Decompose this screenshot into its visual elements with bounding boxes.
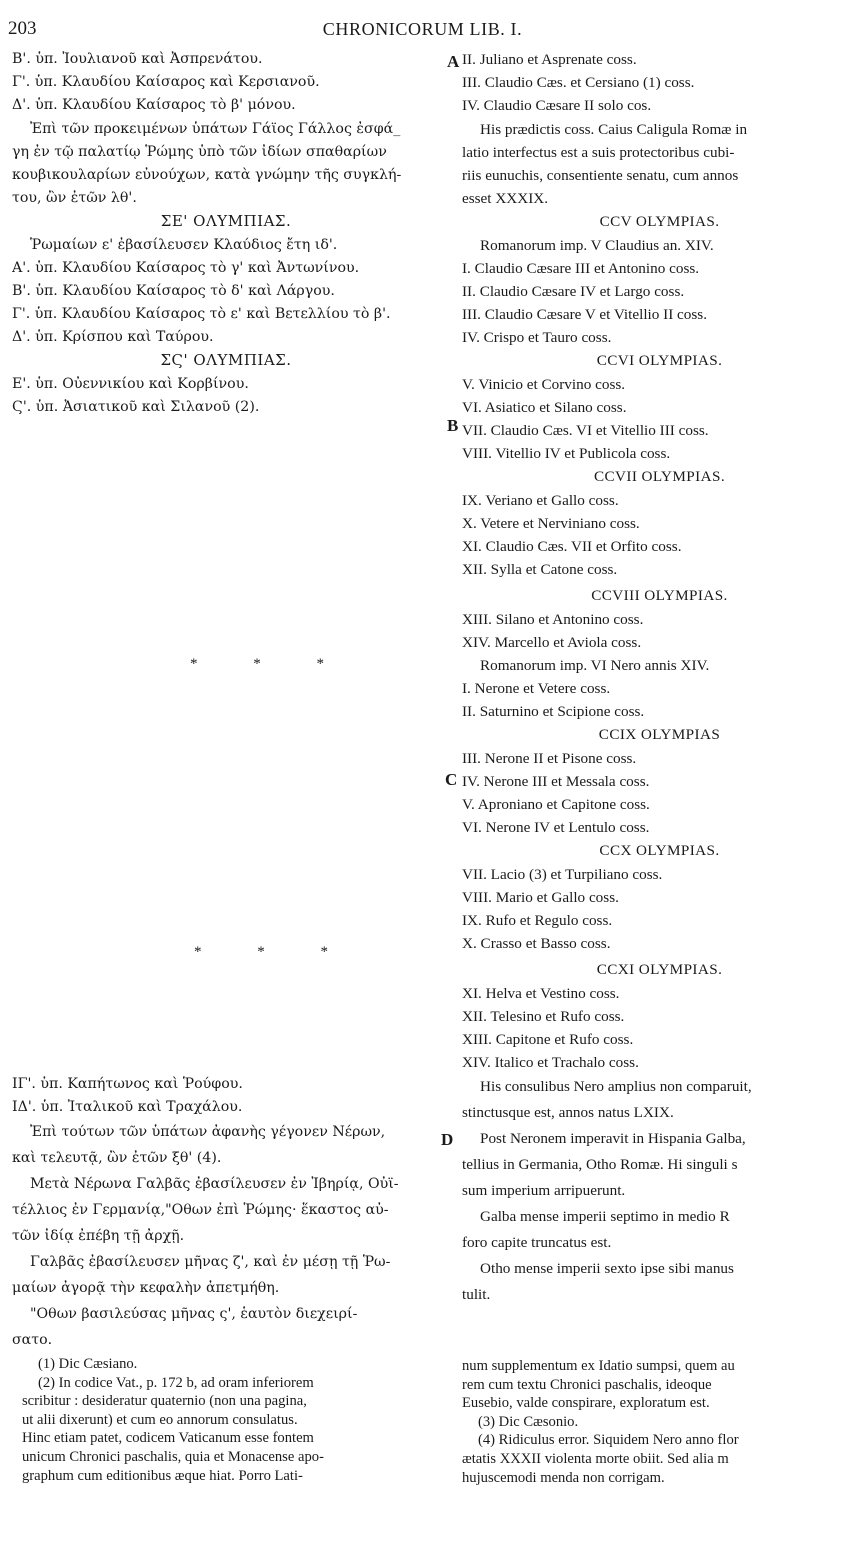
latin-consul-line: IV. Nerone III et Messala coss. <box>462 772 650 790</box>
latin-olympiad-heading: CCX OLYMPIAS. <box>599 842 720 860</box>
latin-paragraph-line: riis eunuchis, consentiente senatu, cum annos <box>462 166 739 184</box>
latin-consul-line: V. Vinicio et Corvino coss. <box>462 375 626 393</box>
greek-consul-line: Α'. ὑπ. Κλαυδίου Καίσαρος τὸ γ' καὶ Ἀντωνίνου. <box>12 259 360 276</box>
latin-olympiad-heading: CCXI OLYMPIAS. <box>596 961 723 979</box>
greek-paragraph-line: σατο. <box>12 1332 53 1349</box>
footnote-line: ut alii dixerunt) et cum eo annorum consulatus. <box>22 1411 298 1428</box>
latin-consul-line: XII. Sylla et Catone coss. <box>462 561 618 579</box>
greek-paragraph-line: κουβικουλαρίων εὐνούχων, κατὰ γνώμην τῆς συγκλή- <box>12 166 402 183</box>
greek-paragraph-line: "Οθων βασιλεύσας μῆνας ς', ἑαυτὸν διεχειρί- <box>30 1306 358 1323</box>
greek-paragraph-line: του, ὢν ἐτῶν λθ'. <box>12 190 137 207</box>
latin-paragraph-line: sum imperium arripuerunt. <box>462 1182 626 1200</box>
latin-paragraph-line: foro capite truncatus est. <box>462 1234 612 1252</box>
latin-consul-line: X. Vetere et Nerviniano coss. <box>462 514 640 532</box>
greek-consul-line: Ε'. ὑπ. Οὐεννικίου καὶ Κορβίνου. <box>12 375 249 392</box>
latin-paragraph-line: Post Neronem imperavit in Hispania Galba, <box>480 1130 746 1148</box>
footnotes-left <box>22 1355 440 1485</box>
lacuna-asterisks: * * * <box>194 944 354 960</box>
greek-consul-line: Γ'. ὑπ. Κλαυδίου Καίσαρος τὸ ε' καὶ Βετελλίου τὸ β'. <box>12 306 391 323</box>
greek-consul-line: Β'. ὑπ. Κλαυδίου Καίσαρος τὸ δ' καὶ Λάργου. <box>12 282 335 299</box>
latin-consul-line: IX. Rufo et Regulo coss. <box>462 911 613 929</box>
latin-consul-line: I. Nerone et Vetere coss. <box>462 680 611 698</box>
latin-consul-line: III. Claudio Cæsare V et Vitellio II coss. <box>462 306 708 324</box>
greek-olympiad-heading: ΣΕ' ΟΛΥΜΠΙΑΣ. <box>160 212 292 231</box>
latin-consul-line: VIII. Mario et Gallo coss. <box>462 888 619 906</box>
footnote-line: (2) In codice Vat., p. 172 b, ad oram inferiorem <box>38 1374 314 1391</box>
footnote-line: Eusebio, valde conspirare, exploratum est. <box>462 1395 710 1412</box>
footnote-line: graphum cum editionibus æque hiat. Porro Lati- <box>22 1467 303 1484</box>
footnotes-right <box>462 1357 845 1487</box>
latin-paragraph-line: His consulibus Nero amplius non comparuit, <box>480 1078 752 1096</box>
latin-olympiad-heading: CCVII OLYMPIAS. <box>593 468 726 486</box>
latin-consul-line: XI. Helva et Vestino coss. <box>462 984 620 1002</box>
greek-paragraph-line: Μετὰ Νέρωνα Γαλβᾶς ἐβασίλευσεν ἐν Ἰβηρίᾳ, Οὐϊ- <box>30 1176 399 1193</box>
margin-letter-c: C <box>445 770 458 789</box>
latin-consul-line: IV. Crispo et Tauro coss. <box>462 329 612 347</box>
margin-letter-a: A <box>447 52 460 71</box>
latin-consul-line: I. Claudio Cæsare III et Antonino coss. <box>462 259 700 277</box>
greek-consul-line: ΙΔ'. ὑπ. Ἰταλικοῦ καὶ Τραχάλου. <box>12 1099 243 1116</box>
greek-paragraph-line: γη ἐν τῷ παλατίῳ Ῥώμης ὑπὸ τῶν ἰδίων σπαθαρίων <box>12 143 387 160</box>
latin-consul-line: III. Nerone II et Pisone coss. <box>462 749 637 767</box>
latin-paragraph-line: stinctusque est, annos natus LXIX. <box>462 1104 674 1122</box>
latin-paragraph-line: tulit. <box>462 1286 491 1304</box>
latin-paragraph-line: esset XXXIX. <box>462 190 549 208</box>
latin-consul-line: VII. Lacio (3) et Turpiliano coss. <box>462 865 663 883</box>
greek-consul-line: Δ'. ὑπ. Κλαυδίου Καίσαρος τὸ β' μόνου. <box>12 97 296 114</box>
latin-consul-line: VII. Claudio Cæs. VI et Vitellio III coss. <box>462 422 709 439</box>
margin-letter-d: D <box>441 1130 454 1149</box>
page-number: 203 <box>8 18 37 39</box>
footnote-line: num supplementum ex Idatio sumpsi, quem au <box>462 1358 735 1374</box>
lacuna-asterisks: * * * <box>190 656 350 672</box>
greek-paragraph-line: μαίων ἀγορᾷ τὴν κεφαλὴν ἀπετμήθη. <box>12 1280 280 1297</box>
greek-consul-line: Γ'. ὑπ. Κλαυδίου Καίσαρος καὶ Κερσιανοῦ. <box>12 74 320 91</box>
greek-reign-line: Ῥωμαίων ε' ἐβασίλευσεν Κλαύδιος ἔτη ιδ'. <box>30 236 338 253</box>
footnote-line: (4) Ridiculus error. Siquidem Nero anno flor <box>478 1432 739 1449</box>
greek-paragraph-line: καὶ τελευτᾷ, ὢν ἐτῶν ξθ' (4). <box>12 1150 222 1167</box>
latin-paragraph-line: tellius in Germania, Otho Romæ. Hi singuli s <box>462 1156 738 1174</box>
latin-consul-line: X. Crasso et Basso coss. <box>462 935 611 953</box>
greek-olympiad-heading: ΣϚ' ΟΛΥΜΠΙΑΣ. <box>160 351 292 370</box>
latin-paragraph-line: Otho mense imperii sexto ipse sibi manus <box>480 1260 734 1278</box>
latin-consul-line: XII. Telesino et Rufo coss. <box>462 1007 625 1025</box>
latin-paragraph-line: latio interfectus est a suis protectoribus cubi- <box>462 143 735 161</box>
footnote-line: ætatis XXXII violenta morte obiit. Sed alia m <box>462 1450 729 1467</box>
latin-consul-line: III. Claudio Cæs. et Cersiano (1) coss. <box>462 74 695 92</box>
footnote-line: (1) Dic Cæsiano. <box>38 1356 138 1372</box>
latin-paragraph-line: Galba mense imperii septimo in medio R <box>480 1208 730 1226</box>
latin-consul-line: XIII. Capitone et Rufo coss. <box>462 1030 634 1048</box>
page-header <box>8 18 837 44</box>
latin-consul-line: V. Aproniano et Capitone coss. <box>462 796 650 813</box>
greek-consul-line: ΙΓ'. ὑπ. Καπήτωνος καὶ Ῥούφου. <box>12 1076 243 1092</box>
latin-consul-line: VI. Asiatico et Silano coss. <box>462 398 627 416</box>
latin-consul-line: II. Juliano et Asprenate coss. <box>462 51 637 68</box>
latin-olympiad-heading: CCVI OLYMPIAS. <box>596 352 723 370</box>
latin-consul-line: VI. Nerone IV et Lentulo coss. <box>462 819 650 837</box>
latin-consul-line: IV. Claudio Cæsare II solo cos. <box>462 97 652 115</box>
latin-olympiad-heading: CCIX OLYMPIAS <box>598 726 721 744</box>
latin-consul-line: XIII. Silano et Antonino coss. <box>462 610 644 628</box>
latin-reign-line: Romanorum imp. VI Nero annis XIV. <box>480 656 710 674</box>
greek-column <box>12 48 440 419</box>
greek-consul-line: Δ'. ὑπ. Κρίσπου καὶ Ταύρου. <box>12 329 214 346</box>
footnote-line: (3) Dic Cæsonio. <box>478 1413 579 1430</box>
greek-column-lower <box>12 1073 440 1353</box>
footnote-line: rem cum textu Chronici paschalis, ideoque <box>462 1376 712 1393</box>
greek-paragraph-line: Ἐπὶ τούτων τῶν ὑπάτων ἀφανὴς γέγονεν Νέρων, <box>30 1124 386 1141</box>
footnote-line: Hinc etiam patet, codicem Vaticanum esse fontem <box>22 1430 314 1447</box>
latin-column <box>462 48 845 1308</box>
greek-paragraph-line: τέλλιος ἐν Γερμανίᾳ,"Οθων ἐπὶ Ῥώμης· ἕκαστος αὐ- <box>12 1202 389 1219</box>
greek-consul-line: Ϛ'. ὑπ. Ἀσιατικοῦ καὶ Σιλανοῦ (2). <box>12 398 260 415</box>
latin-consul-line: XI. Claudio Cæs. VII et Orfito coss. <box>462 537 682 555</box>
greek-paragraph-line: Γαλβᾶς ἐβασίλευσεν μῆνας ζ', καὶ ἐν μέσῃ τῇ Ῥω- <box>30 1254 391 1271</box>
latin-olympiad-heading: CCVIII OLYMPIAS. <box>591 587 728 605</box>
latin-paragraph-line: His prædictis coss. Caius Caligula Romæ in <box>480 120 748 138</box>
latin-consul-line: II. Claudio Cæsare IV et Largo coss. <box>462 282 685 300</box>
footnote-line: hujuscemodi menda non corrigam. <box>462 1469 665 1486</box>
latin-consul-line: VIII. Vitellio IV et Publicola coss. <box>462 445 671 463</box>
latin-consul-line: XIV. Marcello et Aviola coss. <box>462 633 642 651</box>
margin-letter-b: B <box>447 416 459 435</box>
latin-consul-line: XIV. Italico et Trachalo coss. <box>462 1054 639 1072</box>
greek-paragraph-line: Ἐπὶ τῶν προκειμένων ὑπάτων Γάϊος Γάλλος ἐσφά_ <box>30 120 401 137</box>
footnote-line: unicum Chronici paschalis, quia et Monacense apo- <box>22 1448 324 1465</box>
latin-consul-line: II. Saturnino et Scipione coss. <box>462 703 645 721</box>
latin-olympiad-heading: CCV OLYMPIAS. <box>599 213 720 231</box>
latin-reign-line: Romanorum imp. V Claudius an. XIV. <box>480 236 714 254</box>
running-title: CHRONICORUM LIB. I. <box>322 19 523 39</box>
greek-paragraph-line: τῶν ἰδίᾳ ἐπέβη τῇ ἀρχῇ. <box>12 1228 185 1245</box>
greek-consul-line: Β'. ὑπ. Ἰουλιανοῦ καὶ Ἀσπρενάτου. <box>12 51 263 67</box>
footnote-line: scribitur : desideratur quaternio (non una pagina, <box>22 1393 307 1410</box>
latin-consul-line: IX. Veriano et Gallo coss. <box>462 491 619 509</box>
